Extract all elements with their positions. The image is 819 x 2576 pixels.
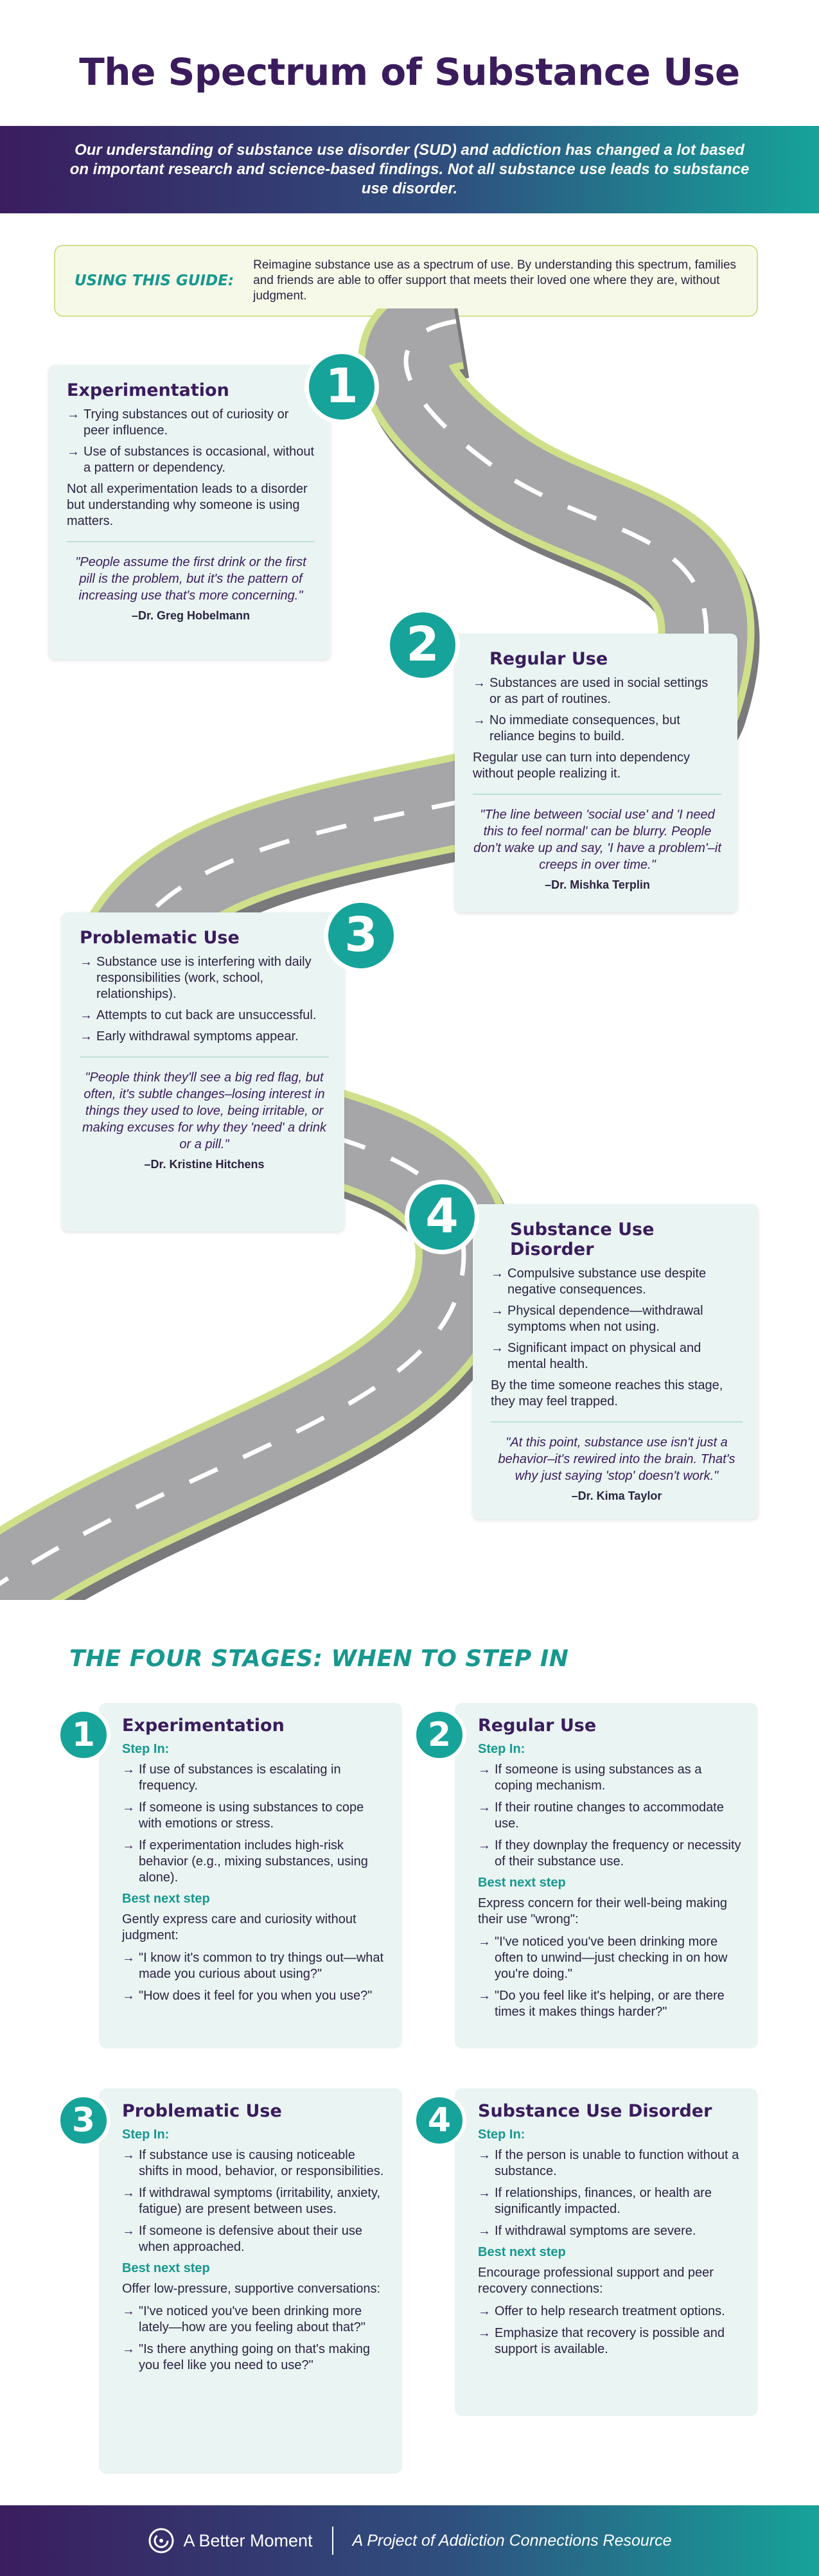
step-in-label: Step In: <box>122 1742 170 1756</box>
arrow-icon: → <box>67 445 80 459</box>
stage-bullet: → Compulsive substance use despite negative consequences. <box>491 1266 707 1297</box>
step-number-3: 3 <box>57 2093 110 2147</box>
step-number-1: 1 <box>57 1708 110 1762</box>
stage-card-3 <box>62 912 344 1231</box>
arrow-icon: → <box>491 1266 504 1281</box>
stage-bullet: → Substances are used in social settings or as part of routines. <box>473 676 709 706</box>
step-in-label: Step In: <box>478 2127 525 2142</box>
quote-author: –Dr. Greg Hobelmann <box>131 609 251 622</box>
step-in-item: → If withdrawal symptoms (irritability, anxiety, fatigue) are present between uses. <box>122 2186 381 2216</box>
step-title: Substance Use Disorder <box>478 2101 712 2121</box>
step-in-label: Step In: <box>122 2127 170 2142</box>
page-title: The Spectrum of Substance Use <box>79 50 740 94</box>
brand-logo-icon <box>147 2527 175 2555</box>
arrow-icon: → <box>473 713 486 727</box>
arrow-icon: → <box>478 1838 491 1852</box>
next-item: → "Do you feel like it's helping, or are there times it makes things harder?" <box>478 1989 725 2019</box>
step-card-3 <box>99 2088 402 2474</box>
stage-card-2 <box>455 634 737 912</box>
step-in-item: → If someone is using substances to cope with emotions or stress. <box>122 1800 364 1831</box>
arrow-icon: → <box>122 2186 135 2200</box>
quote-author: –Dr. Kima Taylor <box>571 1489 662 1502</box>
stage-bullet: → No immediate consequences, but reliance begins to build. <box>473 713 680 743</box>
next-item: → "I know it's common to try things out—what made you curious about using?" <box>122 1951 384 1981</box>
step-in-item: → If someone is using substances as a coping mechanism. <box>478 1763 702 1793</box>
arrow-icon: → <box>67 407 80 422</box>
guide-label: USING THIS GUIDE: <box>75 272 234 289</box>
step-in-item: → If someone is defensive about their use when approached. <box>122 2224 362 2254</box>
intro-text: Our understanding of substance use disorder (SUD) and addiction has changed a lot based on important research and science-based findings. Not all substance use leads to substance use disorder. <box>69 141 750 197</box>
best-next-text: Offer low-pressure, supportive conversations: <box>122 2282 381 2296</box>
arrow-icon: → <box>122 1951 135 1965</box>
stage-note: Not all experimentation leads to a disorder but understanding why someone is using matters. <box>67 482 308 528</box>
step-in-item: → If substance use is causing noticeable shifts in mood, behavior, or responsibilities. <box>122 2148 384 2178</box>
stage-number-4: 4 <box>405 1180 479 1254</box>
stage-bullet: → Early withdrawal symptoms appear. <box>80 1029 299 1044</box>
arrow-icon: → <box>122 1800 135 1815</box>
best-next-text: Encourage professional support and peer recovery connections: <box>478 2266 714 2296</box>
arrow-icon: → <box>491 1304 504 1318</box>
best-next-text: Gently express care and curiosity without judgment: <box>122 1912 357 1942</box>
footer-divider <box>332 2527 333 2555</box>
stage-quote: "The line between 'social use' and 'I need this to feel normal' can be blurry. People don't wake up and say, 'I have a problem'–it creeps in over time." <box>473 808 721 872</box>
next-item: → "How does it feel for you when you use?" <box>122 1989 373 2003</box>
stage-bullet: → Use of substances is occasional, without a pattern or dependency. <box>67 445 315 475</box>
divider <box>473 794 722 795</box>
step-card-1 <box>99 1703 402 2048</box>
step-title: Regular Use <box>478 1716 597 1736</box>
quote-author: –Dr. Kristine Hitchens <box>144 1158 265 1171</box>
footer <box>0 2505 819 2576</box>
divider <box>80 1056 329 1058</box>
arrow-icon: → <box>122 1763 135 1777</box>
arrow-icon: → <box>491 1341 504 1355</box>
best-next-label: Best next step <box>122 2261 210 2275</box>
step-card-2 <box>455 1703 758 2048</box>
next-item: → "Is there anything going on that's making you feel like you need to use?" <box>122 2342 371 2372</box>
step-in-item: → If their routine changes to accommodate use. <box>478 1800 724 1831</box>
stage-title: Regular Use <box>489 649 608 669</box>
divider <box>491 1421 743 1423</box>
divider <box>67 541 315 542</box>
step-in-item: → If the person is unable to function without a substance. <box>478 2148 739 2178</box>
best-next-label: Best next step <box>478 2245 566 2259</box>
stage-bullet: → Physical dependence—withdrawal symptoms when not using. <box>491 1304 703 1334</box>
step-title: Problematic Use <box>122 2101 282 2121</box>
arrow-icon: → <box>478 1800 491 1815</box>
arrow-icon: → <box>80 955 92 969</box>
stage-note: Regular use can turn into dependency without people realizing it. <box>473 751 691 781</box>
step-number-4: 4 <box>412 2093 466 2147</box>
stage-quote: "People think they'll see a big red flag, but often, it's subtle changes–losing interest in things they used to love, being irritable, or making excuses for why they 'need' a drink or a pill." <box>82 1070 327 1151</box>
step-in-item: → If relationships, finances, or health are significantly impacted. <box>478 2186 712 2216</box>
next-item: → Offer to help research treatment options. <box>478 2304 725 2318</box>
step-in-label: Step In: <box>478 1742 525 1756</box>
arrow-icon: → <box>478 2224 491 2238</box>
stage-bullet: → Significant impact on physical and mental health. <box>491 1341 701 1371</box>
arrow-icon: → <box>122 2342 135 2356</box>
arrow-icon: → <box>122 2148 135 2162</box>
step-in-item: → If they downplay the frequency or necessity of their substance use. <box>478 1838 741 1869</box>
step-number-2: 2 <box>412 1708 466 1762</box>
stage-number-2: 2 <box>385 608 460 682</box>
intro-banner <box>0 126 819 213</box>
arrow-icon: → <box>80 1029 92 1044</box>
stage-card-4 <box>473 1204 758 1519</box>
guide-text: Reimagine substance use as a spectrum of use. By understanding this spectrum, families and friends are able to offer support that meets their loved one where they are, without judgment. <box>253 258 737 303</box>
stage-bullet: → Substance use is interfering with daily responsibilities (work, school, relationships). <box>80 955 312 1001</box>
stage-title: Experimentation <box>67 380 229 400</box>
step-in-item: → If experimentation includes high-risk behavior (e.g., mixing substances, using alone). <box>122 1838 368 1885</box>
stage-number-3: 3 <box>324 898 398 973</box>
step-title: Experimentation <box>122 1716 285 1736</box>
best-next-label: Best next step <box>478 1876 566 1890</box>
guide-box <box>54 245 758 317</box>
stage-card-1 <box>49 365 330 659</box>
next-item: → "I've noticed you've been drinking more often to unwind—just checking in on how you're doing." <box>478 1935 728 1981</box>
arrow-icon: → <box>122 1838 135 1852</box>
arrow-icon: → <box>478 2186 491 2200</box>
arrow-icon: → <box>478 2148 491 2162</box>
quote-author: –Dr. Mishka Terplin <box>545 878 650 891</box>
arrow-icon: → <box>478 1763 491 1777</box>
stage-quote: "People assume the first drink or the first pill is the problem, but it's the pattern of increasing use that's more concerning." <box>75 555 306 603</box>
stage-bullet: → Trying substances out of curiosity or peer influence. <box>67 407 289 438</box>
four-stages-title: THE FOUR STAGES: WHEN TO STEP IN <box>69 1646 569 1672</box>
arrow-icon: → <box>478 1989 491 2003</box>
step-in-item: → If use of substances is escalating in frequency. <box>122 1763 341 1793</box>
step-card-4 <box>455 2088 758 2416</box>
best-next-label: Best next step <box>122 1892 210 1906</box>
stage-title: Problematic Use <box>80 928 240 948</box>
stage-quote: "At this point, substance use isn't just a behavior–it's rewired into the brain. That's why just saying 'stop' doesn't work." <box>498 1435 735 1483</box>
arrow-icon: → <box>80 1008 92 1022</box>
brand <box>147 2527 312 2555</box>
project-credit: A Project of Addiction Connections Resource <box>352 2531 672 2550</box>
best-next-text: Express concern for their well-being making their use "wrong": <box>478 1896 727 1926</box>
arrow-icon: → <box>478 1935 491 1949</box>
stage-note: By the time someone reaches this stage, they may feel trapped. <box>491 1378 723 1408</box>
step-in-item: → If withdrawal symptoms are severe. <box>478 2224 696 2238</box>
arrow-icon: → <box>122 1989 135 2003</box>
next-item: → Emphasize that recovery is possible and support is available. <box>478 2326 725 2356</box>
arrow-icon: → <box>122 2304 135 2318</box>
stage-title: Substance Use Disorder <box>510 1220 655 1259</box>
arrow-icon: → <box>122 2224 135 2238</box>
arrow-icon: → <box>473 676 486 690</box>
next-item: → "I've noticed you've been drinking more lately—how are you feeling about that?" <box>122 2304 365 2334</box>
arrow-icon: → <box>478 2304 491 2318</box>
brand-name: A Better Moment <box>183 2530 313 2550</box>
stage-number-1: 1 <box>304 350 379 424</box>
arrow-icon: → <box>478 2326 491 2340</box>
stage-bullet: → Attempts to cut back are unsuccessful. <box>80 1008 317 1022</box>
